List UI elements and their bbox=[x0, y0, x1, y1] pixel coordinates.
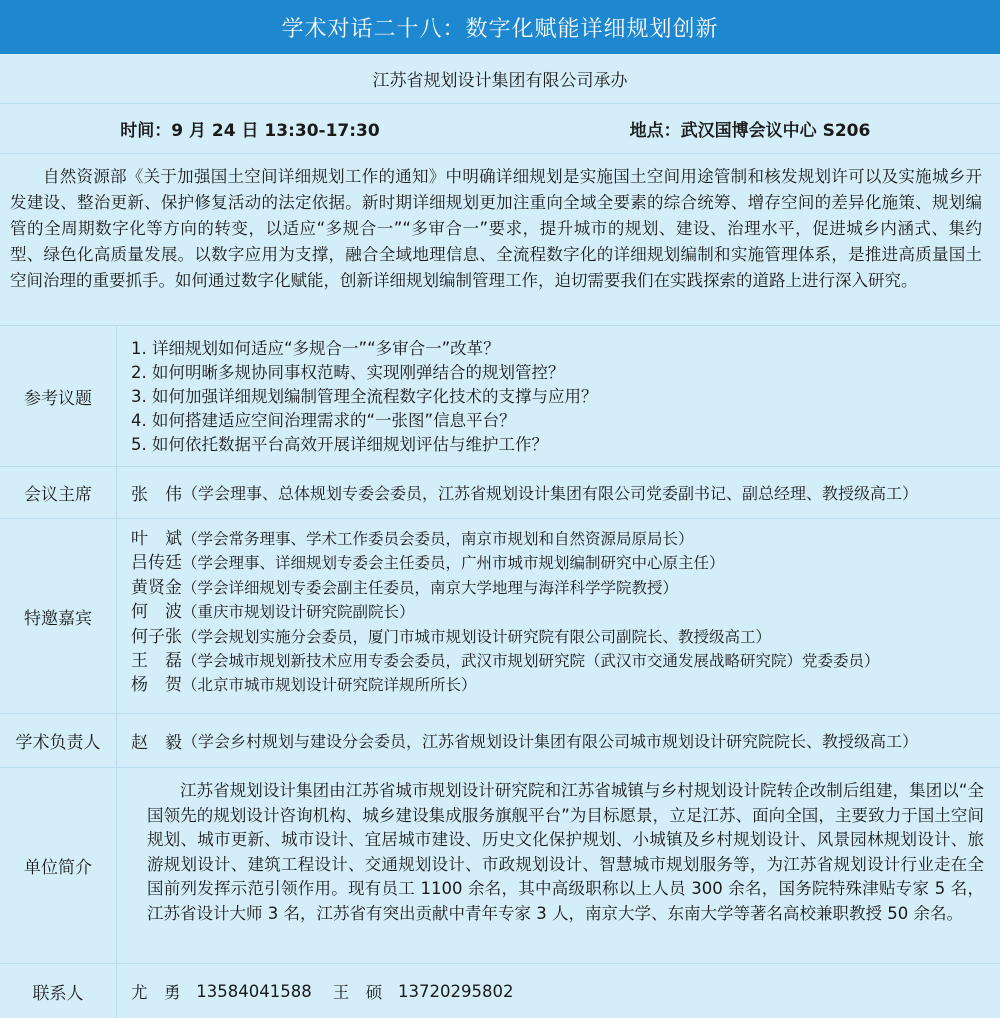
guest-name: 黄贤金 bbox=[131, 577, 182, 598]
guests-row bbox=[0, 519, 1000, 714]
topic-item: 2. 如何明晰多规协同事权范畴、实现刚弹结合的规划管控？ bbox=[131, 363, 565, 382]
lead-label: 学术负责人 bbox=[0, 714, 117, 767]
contact-phone-2: 13720295802 bbox=[397, 981, 514, 1001]
topic-item: 4. 如何搭建适应空间治理需求的“一张图”信息平台？ bbox=[131, 411, 516, 430]
lead-desc: （学会乡村规划与建设分会委员，江苏省规划设计集团有限公司城市规划设计研究院院长、教授级高工） bbox=[182, 732, 919, 751]
unit-description: 江苏省规划设计集团由江苏省城市规划设计研究院和江苏省城镇与乡村规划设计院转企改制后组建，集团以“全国领先的规划设计咨询机构、城乡建设集成服务旗舰平台”为目标愿景，立足江苏、面向全国，主要致力于国土空间规划、城市更新、城市设计、宜居城市建设、历史文化保护规划、小城镇及乡村规划设计、风景园林规划设计、旅游规划设计、建筑工程设计、交通规划设计、市政规划设计、智慧城市规划服务等，为江苏省规划设计行业走在全国前列发挥示范引领作用。现有员工 1100 余名，其中高级职称以上人员 300 余名，国务院特殊津贴专家 5 名，江苏省设计大师 3 名，江苏省有突出贡献中青年专家 3 人，南京大学、东南大学等著名高校兼职教授 50 余名。 bbox=[147, 781, 984, 923]
contact-person-2: 王 硕 bbox=[332, 983, 383, 1002]
guest-name: 杨 贺 bbox=[131, 675, 182, 696]
topics-row bbox=[0, 326, 1000, 467]
unit-label: 单位简介 bbox=[0, 768, 117, 963]
guest-item bbox=[131, 649, 1000, 673]
guest-desc: （学会常务理事、学术工作委员会委员，南京市规划和自然资源局原局长） bbox=[182, 530, 694, 548]
lead-entry bbox=[117, 714, 1000, 767]
guest-item bbox=[131, 551, 1000, 575]
contact-row bbox=[0, 964, 1000, 1018]
intro-paragraph: 自然资源部《关于加强国土空间详细规划工作的通知》中明确详细规划是实施国土空间用途管制和核发规划许可以及实施城乡开发建设、整治更新、保护修复活动的法定依据。新时期详细规划更加注重向全域全要素的综合统筹、增存空间的差异化施策、规划编管的全周期数字化等方向的转变，以适应“多规合一”“多审合一”要求，提升城市的规划、建设、治理水平，促进城乡内涵式、集约型、绿色化高质量发展。以数字应用为支撑，融合全域地理信息、全流程数字化的详细规划编制和实施管理体系，是推进高质量国土空间治理的重要抓手。如何通过数字化赋能，创新详细规划编制管理工作，迫切需要我们在实践探索的道路上进行深入研究。 bbox=[0, 154, 1000, 326]
lead-name: 赵 毅 bbox=[131, 733, 182, 753]
guest-desc: （北京市城市规划设计研究院详规所所长） bbox=[182, 676, 477, 695]
chair-row bbox=[0, 467, 1000, 519]
chair-name: 张 伟 bbox=[131, 485, 182, 505]
organizer-line: 江苏省规划设计集团有限公司承办 bbox=[0, 54, 1000, 104]
contact-person-1: 尤 勇 bbox=[131, 983, 181, 1002]
contact-phone-1: 13584041588 bbox=[196, 981, 312, 1001]
guest-desc: （学会城市规划新技术应用专委会委员，武汉市规划研究院（武汉市交通发展战略研究院）党委委员） bbox=[182, 652, 880, 671]
guest-desc: （学会详细规划专委会副主任委员，南京大学地理与海洋科学学院教授） bbox=[182, 578, 679, 597]
guests-label: 特邀嘉宾 bbox=[0, 519, 117, 713]
chair-label: 会议主席 bbox=[0, 467, 117, 518]
page-title: 学术对话二十八：数字化赋能详细规划创新 bbox=[0, 0, 1000, 54]
guest-desc: （学会规划实施分会委员，厦门市城市规划设计研究院有限公司副院长、教授级高工） bbox=[182, 627, 772, 646]
lead-row bbox=[0, 714, 1000, 768]
guest-name: 吕传廷 bbox=[131, 553, 182, 574]
topics-list bbox=[117, 326, 1000, 466]
guest-item bbox=[131, 576, 1000, 600]
contact-label: 联系人 bbox=[0, 964, 117, 1018]
contact-entry bbox=[117, 964, 1000, 1018]
guest-name: 何 波 bbox=[131, 602, 182, 623]
guest-name: 何子张 bbox=[131, 626, 182, 647]
guest-item bbox=[131, 625, 1000, 649]
guest-item bbox=[131, 600, 1000, 624]
chair-desc: （学会理事、总体规划专委会委员，江苏省规划设计集团有限公司党委副书记、副总经理、教授级高工） bbox=[182, 484, 919, 503]
topics-label: 参考议题 bbox=[0, 326, 117, 466]
guest-name: 王 磊 bbox=[131, 651, 182, 672]
guest-desc: （学会理事、详细规划专委会主任委员，广州市城市规划编制研究中心原主任） bbox=[182, 554, 725, 573]
guest-item bbox=[131, 673, 1000, 697]
event-place: 地点：武汉国博会议中心 S206 bbox=[629, 121, 871, 141]
guest-item bbox=[131, 527, 1000, 551]
guest-desc: （重庆市规划设计研究院副院长） bbox=[182, 603, 415, 622]
guests-list bbox=[117, 519, 1000, 713]
chair-entry bbox=[117, 467, 1000, 518]
topic-item: 5. 如何依托数据平台高效开展详细规划评估与维护工作？ bbox=[131, 435, 548, 454]
unit-row bbox=[0, 768, 1000, 964]
event-time: 时间：9 月 24 日 13:30-17:30 bbox=[120, 121, 380, 141]
guest-name: 叶 斌 bbox=[131, 529, 182, 549]
time-place-row bbox=[0, 104, 1000, 154]
topic-item: 1. 详细规划如何适应“多规合一”“多审合一”改革？ bbox=[131, 339, 500, 358]
topic-item: 3. 如何加强详细规划编制管理全流程数字化技术的支撑与应用？ bbox=[131, 387, 598, 406]
